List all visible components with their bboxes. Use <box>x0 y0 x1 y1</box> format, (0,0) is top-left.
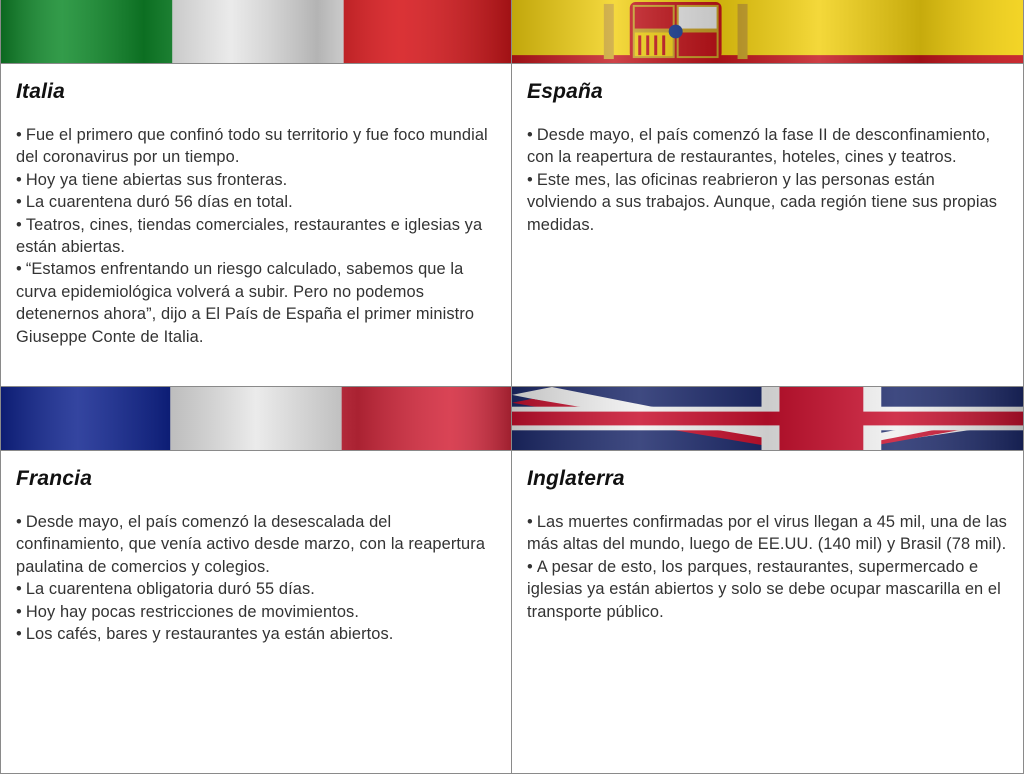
bullet-item: • “Estamos enfrentando un riesgo calculado, sabemos que la curva epidemiológica volverá a subir. Pero no podemos detenernos ahora”, dijo a El País de España el primer ministro Giuseppe Conte de Italia. <box>16 260 475 346</box>
bullet-item: • Desde mayo, el país comenzó la fase II de desconfinamiento, con la reapertura de restaurantes, hoteles, cines y teatros. <box>527 126 991 167</box>
bullet-list <box>527 124 1009 236</box>
spain-flag-icon <box>512 0 1023 64</box>
country-title: Inglaterra <box>527 467 625 490</box>
bullet-item: • La cuarentena duró 56 días en total. <box>16 193 293 212</box>
bullet-list <box>16 511 497 645</box>
bullet-item: • Este mes, las oficinas reabrieron y las personas están volviendo a sus trabajos. Aunque, cada región tiene sus propias medidas. <box>527 170 998 234</box>
bullet-item: • Hoy hay pocas restricciones de movimientos. <box>16 602 360 621</box>
card-espana <box>512 0 1024 387</box>
country-title: Francia <box>16 467 93 490</box>
bullet-item: • Teatros, cines, tiendas comerciales, restaurantes e iglesias ya están abiertas. <box>16 215 483 257</box>
bullet-item: • Hoy ya tiene abiertas sus fronteras. <box>16 170 288 189</box>
bullet-item: • La cuarentena obligatoria duró 55 días. <box>16 580 315 599</box>
france-flag-icon <box>1 387 511 451</box>
bullet-item: • Desde mayo, el país comenzó la desescalada del confinamiento, que venía activo desde marzo, con la reapertura paulatina de comercios y colegios. <box>16 513 486 576</box>
bullet-item: • Los cafés, bares y restaurantes ya están abiertos. <box>16 625 394 644</box>
country-title: España <box>527 80 603 103</box>
bullet-item: • Fue el primero que confinó todo su territorio y fue foco mundial del coronavirus por un tiempo. <box>16 126 488 167</box>
bullet-item: • Las muertes confirmadas por el virus llegan a 45 mil, una de las más altas del mundo, luego de EE.UU. (140 mil) y Brasil (78 mil). <box>527 513 1007 554</box>
bullet-list <box>16 124 497 348</box>
country-title: Italia <box>16 80 66 103</box>
card-francia <box>0 387 512 774</box>
italy-flag-icon <box>1 0 511 64</box>
card-inglaterra <box>512 387 1024 774</box>
bullet-list <box>527 511 1009 623</box>
uk-flag-icon <box>512 387 1023 451</box>
bullet-item: • A pesar de esto, los parques, restaurantes, supermercado e iglesias ya están abiertos y solo se debe ocupar mascarilla en el transporte público. <box>527 557 1001 621</box>
card-italia <box>0 0 512 387</box>
